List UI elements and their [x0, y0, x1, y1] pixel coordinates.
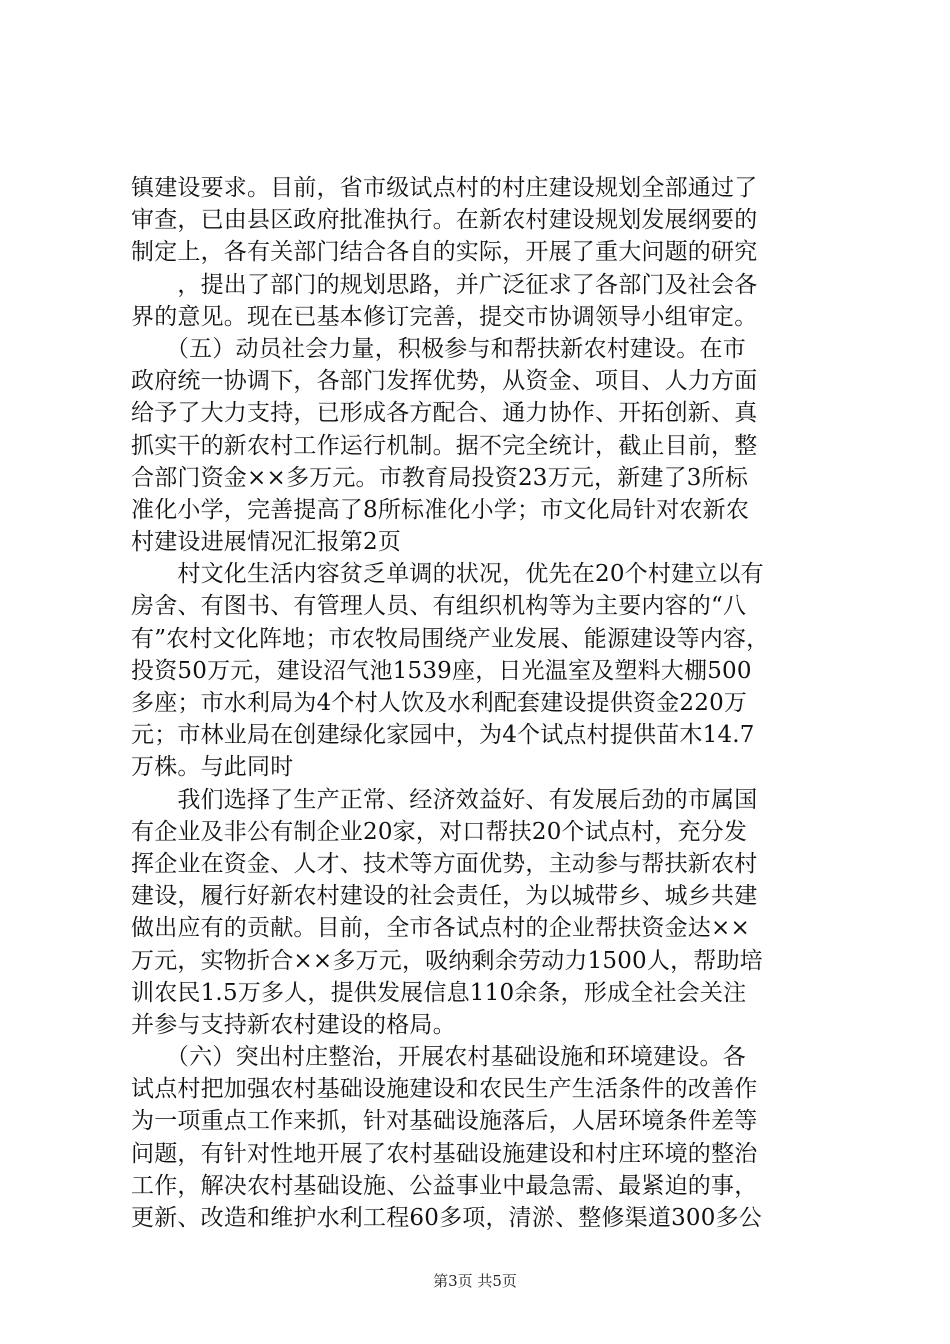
body-text [131, 172, 831, 1234]
text-line: 万元，实物折合××多万元，吸纳剩余劳动力1500人，帮助培 [131, 947, 763, 974]
text-line: 建设，履行好新农村建设的社会责任，为以城带乡、城乡共建 [131, 883, 758, 910]
page-footer: 第3页 共5页 [433, 1272, 517, 1290]
text-line: 镇建设要求。目前，省市级试点村的村庄建设规划全部通过了 [131, 175, 758, 201]
text-line: （五）动员社会力量，积极参与和帮扶新农村建设。在市 [131, 335, 746, 362]
text-line: 界的意见。现在已基本修订完善，提交市协调领导小组审定。 [131, 303, 758, 330]
text-line: 有”农村文化阵地；市农牧局围绕产业发展、能源建设等内容， [131, 625, 770, 652]
text-line: 训农民1.5万多人，提供发展信息110余条，形成全社会关注 [131, 979, 747, 1006]
text-line: 村文化生活内容贫乏单调的状况，优先在20个村建立以有 [131, 561, 764, 588]
text-line: 审查，已由县区政府批准执行。在新农村建设规划发展纲要的 [131, 207, 758, 234]
text-line: 更新、改造和维护水利工程60多项，清淤、整修渠道300多公 [131, 1205, 762, 1231]
text-line: 政府统一协调下，各部门发挥优势，从资金、项目、人力方面 [131, 368, 758, 395]
text-line: 抓实干的新农村工作运行机制。据不完全统计，截止目前，整 [131, 432, 758, 459]
text-line: 元；市林业局在创建绿化家园中，为4个试点村提供苗木14.7 [131, 722, 755, 749]
text-line: 房舍、有图书、有管理人员、有组织机构等为主要内容的“八 [131, 593, 747, 620]
text-line: 工作，解决农村基础设施、公益事业中最急需、最紧迫的事， [131, 1172, 758, 1199]
text-line: 万株。与此同时 [131, 754, 294, 781]
text-line: 有企业及非公有制企业20家，对口帮扶20个试点村，充分发 [131, 818, 748, 845]
text-line: 试点村把加强农村基础设施建设和农民生产生活条件的改善作 [131, 1076, 758, 1103]
text-line: 给予了大力支持，已形成各方配合、通力协作、开拓创新、真 [131, 400, 758, 427]
text-line: 准化小学，完善提高了8所标准化小学；市文化局针对农新农 [131, 496, 750, 523]
text-line: 问题，有针对性地开展了农村基础设施建设和村庄环境的整治 [131, 1140, 758, 1167]
text-line: 投资50万元，建设沼气池1539座，日光温室及塑料大棚500 [131, 657, 752, 684]
text-line: 做出应有的贡献。目前，全市各试点村的企业帮扶资金达×× [131, 915, 750, 942]
text-line: 为一项重点工作来抓，针对基础设施落后，人居环境条件差等 [131, 1108, 758, 1135]
text-line: 挥企业在资金、人才、技术等方面优势，主动参与帮扶新农村 [131, 850, 758, 877]
text-line: 我们选择了生产正常、经济效益好、有发展后劲的市属国 [131, 786, 758, 813]
text-line: 并参与支持新农村建设的格局。 [131, 1011, 456, 1038]
text-line: 合部门资金××多万元。市教育局投资23万元，新建了3所标 [131, 464, 749, 491]
text-line: 多座；市水利局为4个村人饮及水利配套建设提供资金220万 [131, 690, 748, 716]
text-line: （六）突出村庄整治，开展农村基础设施和环境建设。各 [131, 1044, 746, 1071]
text-line: ，提出了部门的规划思路，并广泛征求了各部门及社会各 [131, 271, 758, 298]
text-line: 村建设进展情况汇报第2页 [131, 529, 402, 556]
text-line: 制定上，各有关部门结合各自的实际，开展了重大问题的研究 [131, 239, 758, 266]
